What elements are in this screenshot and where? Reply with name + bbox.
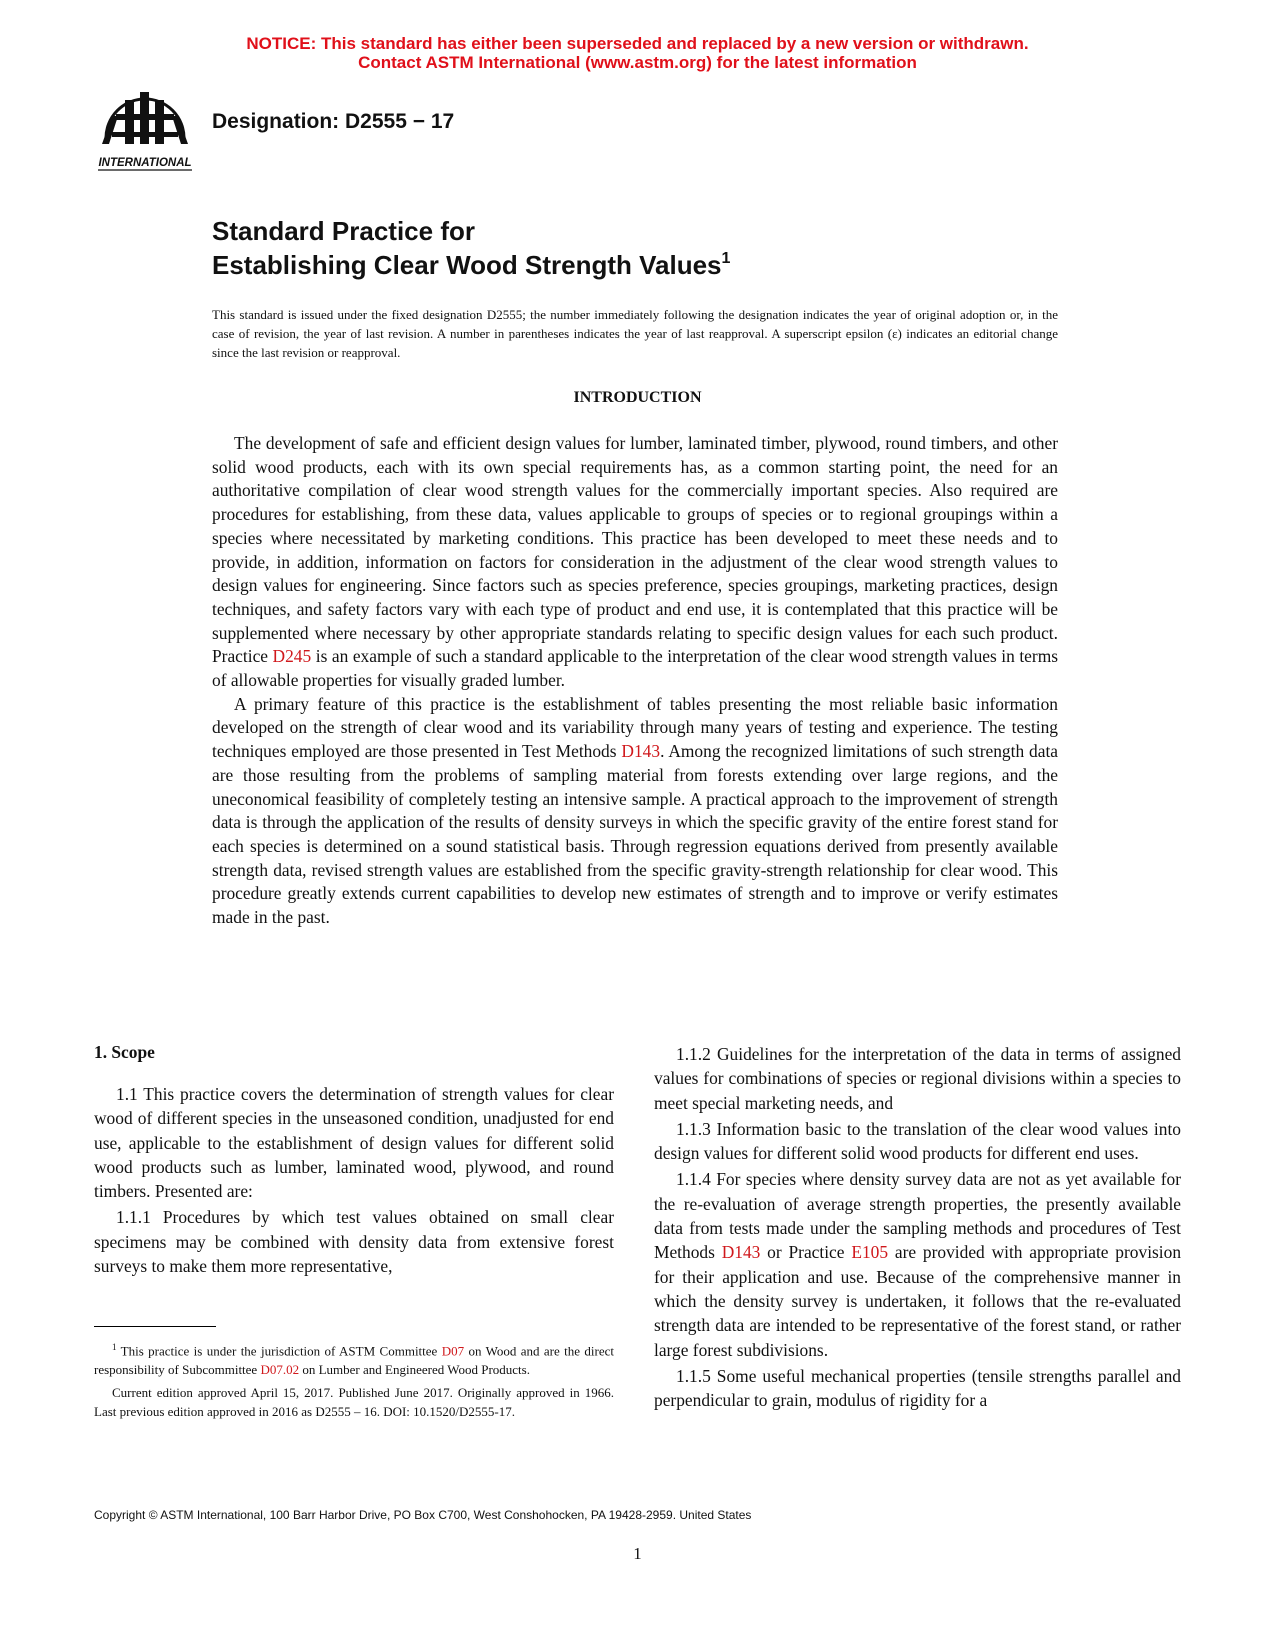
- notice-line-2: Contact ASTM International (www.astm.org) for the latest information: [358, 53, 917, 72]
- footnote-edition: Current edition approved April 15, 2017. Published June 2017. Originally approved in 1966. Last previous edition approved in 2016 as D2555 – 16. DOI: 10.1520/D2555-17.: [94, 1385, 614, 1420]
- para-1-1-3: 1.1.3 Information basic to the translation of the clear wood values into design values for different solid wood products for different end uses.: [654, 1118, 1181, 1164]
- para-1-1-5: 1.1.5 Some useful mechanical properties (tensile strengths parallel and perpendicular to grain, modulus of rigidity for a: [654, 1365, 1181, 1411]
- document-title: [212, 214, 730, 282]
- footnotes: [94, 1338, 614, 1425]
- astm-logo: [92, 86, 198, 178]
- intro-paragraph-1: The development of safe and efficient design values for lumber, laminated timber, plywood, round timbers, and other solid wood products, each with its own special requirements has, as a common starting point, the need for an authoritative compilation of clear wood strength values for the commercially important species. Also required are procedures for establishing, from these data, values applicable to groups of species or to regional groupings within a species where necessitated by marketing conditions. This practice has been developed to meet these needs and to provide, in addition, information on factors for consideration in the adjustment of the clear wood strength values to design values for engineering. Since factors such as species preference, species groupings, marketing practices, design techniques, and safety factors vary with each type of product and end use, it is contemplated that this practice will be supplemented where necessary by other appropriate standards relating to specific design values for each such product. Practice D245 is an example of such a standard applicable to the interpretation of the clear wood strength values in terms of allowable properties for visually graded lumber.: [212, 433, 1058, 691]
- notice-line-1: NOTICE: This standard has either been superseded and replaced by a new version or withdrawn.: [246, 34, 1029, 53]
- committee-link-d07[interactable]: D07: [441, 1343, 465, 1359]
- scope-heading: 1. Scope: [94, 1042, 155, 1062]
- para-1-1-2: 1.1.2 Guidelines for the interpretation of the data in terms of assigned values for combinations of species or regional divisions within a species to meet special marketing needs, and: [654, 1044, 1181, 1113]
- logo-text: INTERNATIONAL: [98, 157, 192, 169]
- intro-paragraph-2: A primary feature of this practice is the establishment of tables presenting the most reliable basic information developed on the strength of clear wood and its variability through many years of testing and experience. The testing techniques employed are those presented in Test Methods D143. Among the recognized limitations of such strength data are those resulting from the problems of sampling material from forests extending over large regions, and the uneconomical feasibility of completely testing an intensive sample. A practical approach to the improvement of strength data is through the application of the results of density surveys in which the specific gravity of the entire forest stand for each species is determined on a sound statistical basis. Through regression equations derived from presently available strength data, revised strength values are established from the specific gravity-strength relationship for clear wood. This procedure greatly extends current capabilities to develop new estimates of strength and to improve or verify estimates made in the past.: [212, 693, 1058, 928]
- fixed-designation-note: This standard is issued under the fixed designation D2555; the number immediately following the designation indicates the year of original adoption or, in the case of revision, the year of last revision. A number in parentheses indicates the year of last reapproval. A superscript epsilon (ε) indicates an editorial change since the last revision or reapproval.: [212, 307, 1058, 360]
- right-column: [654, 1042, 1181, 1414]
- page-number: 1: [633, 1544, 642, 1563]
- title-line-1: Standard Practice for: [212, 216, 475, 246]
- notice-banner: [0, 34, 1275, 72]
- ref-link-d245[interactable]: D245: [272, 646, 312, 667]
- ref-link-e105[interactable]: E105: [851, 1242, 889, 1263]
- para-1-1-4: 1.1.4 For species where density survey data are not as yet available for the re-evaluation of average strength properties, the presently available data from tests made under the sampling methods and procedures of Test Methods D143 or Practice E105 are provided with appropriate provision for their application and use. Because of the comprehensive manner in which the density survey is undertaken, it follows that the re-evaluated strength data are intended to be representative of the forest stand, or rather large forest subdivisions.: [654, 1169, 1182, 1360]
- title-footnote-mark: 1: [721, 250, 731, 267]
- introduction-heading: INTRODUCTION: [573, 389, 702, 406]
- ref-link-d143[interactable]: D143: [621, 741, 661, 762]
- footnote-rule: [94, 1326, 216, 1327]
- para-1-1-1: 1.1.1 Procedures by which test values obtained on small clear specimens may be combined with density data from extensive forest surveys to make them more representative,: [94, 1207, 614, 1277]
- ref-link-d143-scope[interactable]: D143: [721, 1242, 761, 1263]
- designation: Designation: D2555 − 17: [212, 110, 455, 133]
- left-column: [94, 1082, 614, 1280]
- footnote-1: $^1$ This practice is under the jurisdiction of ASTM Committee D07 on Wood and are the direct responsibility of Subcommittee D07.02 on Lumber and Engineered Wood Products.: [94, 1342, 614, 1378]
- copyright-line: Copyright © ASTM International, 100 Barr Harbor Drive, PO Box C700, West Conshohocken, PA 19428-2959. United States: [94, 1508, 752, 1522]
- para-1-1: 1.1 This practice covers the determination of strength values for clear wood of different species in the unseasoned condition, unadjusted for end use, applicable to the establishment of design values for different solid wood products such as lumber, laminated wood, plywood, and round timbers. Presented are:: [94, 1084, 614, 1202]
- title-line-2: Establishing Clear Wood Strength Values: [212, 250, 722, 280]
- subcommittee-link-d07-02[interactable]: D07.02: [260, 1362, 300, 1378]
- introduction-body: [212, 432, 1058, 930]
